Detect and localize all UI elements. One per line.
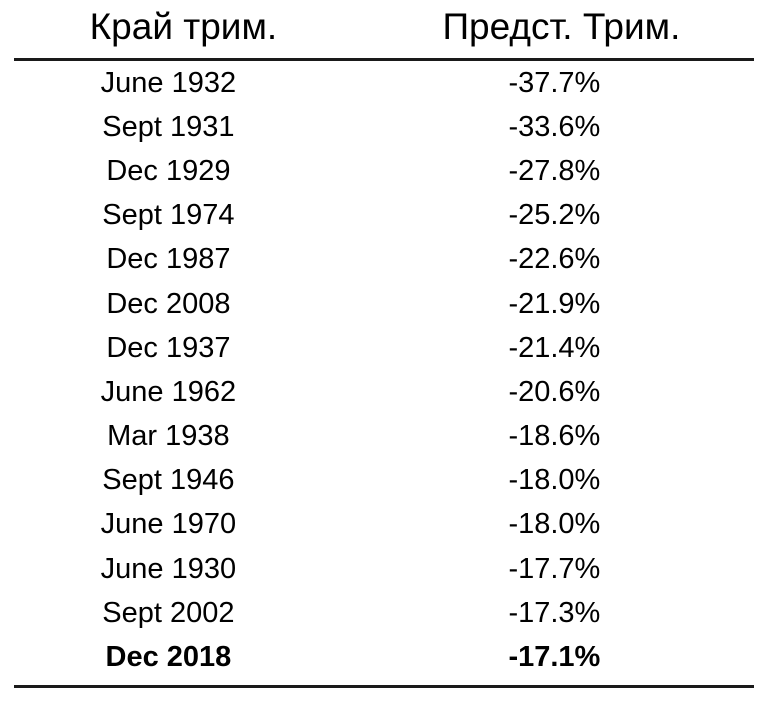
table-row [14, 458, 754, 502]
cell-period: June 1932 [100, 66, 237, 99]
cell-value: -18.0% [508, 508, 601, 541]
table-row [14, 326, 754, 370]
cell-period: Dec 1987 [106, 243, 231, 276]
quarterly-returns-table [14, 0, 754, 688]
cell-value: -33.6% [508, 111, 601, 143]
column-header-value: Предст. Трим. [399, 0, 754, 59]
cell-period: Mar 1938 [107, 420, 230, 453]
table-row [14, 370, 754, 414]
cell-value: -20.6% [508, 375, 601, 408]
cell-period: Dec 2018 [14, 635, 399, 687]
cell-value: -17.1% [399, 635, 754, 687]
cell-value: -37.7% [508, 66, 601, 99]
cell-period: June 1930 [100, 552, 237, 585]
table-row [14, 149, 754, 193]
table-row [14, 282, 754, 326]
cell-period: June 1970 [100, 508, 237, 541]
table-row [14, 237, 754, 281]
cell-value: -17.7% [508, 552, 601, 585]
cell-period: Sept 1946 [102, 464, 235, 497]
table-row [14, 591, 754, 635]
table-row-highlighted [14, 635, 754, 687]
cell-value: -21.4% [508, 331, 601, 364]
cell-value: -27.8% [508, 155, 601, 188]
cell-period: June 1962 [100, 375, 237, 408]
cell-value: -21.9% [508, 287, 601, 320]
table-row [14, 59, 754, 105]
bottom-spacer [14, 688, 754, 711]
column-header-period: Край трим. [14, 0, 399, 59]
cell-period: Sept 2002 [102, 596, 235, 629]
cell-period: Dec 2008 [106, 287, 231, 320]
cell-period: Sept 1931 [102, 111, 235, 143]
table-row [14, 414, 754, 458]
table-row [14, 193, 754, 237]
cell-value: -25.2% [508, 199, 601, 232]
table-header-row [14, 0, 754, 59]
table-row [14, 105, 754, 149]
table-row [14, 502, 754, 546]
cell-value: -18.6% [508, 420, 601, 453]
cell-value: -22.6% [508, 243, 601, 276]
cell-value: -17.3% [508, 596, 601, 629]
table-row [14, 547, 754, 591]
table-header [14, 0, 754, 59]
cell-period: Dec 1937 [106, 331, 231, 364]
cell-period: Sept 1974 [102, 199, 235, 232]
cell-period: Dec 1929 [106, 155, 231, 188]
cell-value: -18.0% [508, 464, 601, 497]
table-body [14, 59, 754, 686]
